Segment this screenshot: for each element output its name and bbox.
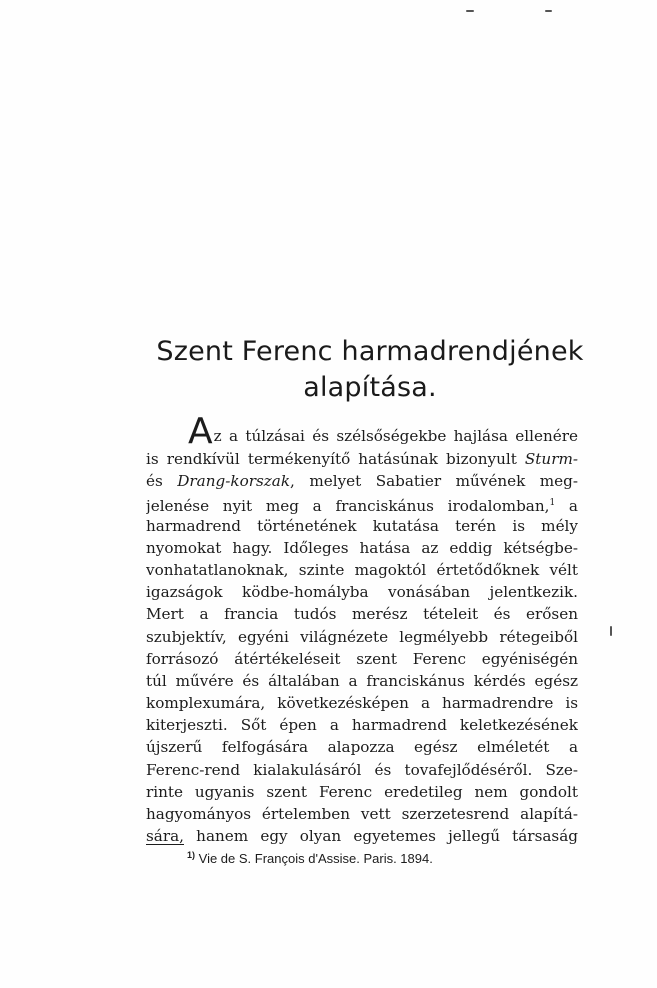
text-line (146, 416, 578, 448)
text-line (146, 470, 578, 492)
body-paragraph (146, 416, 578, 847)
text-line: szubjektív, egyéni világnézete legmélyebb rétegeiből (146, 627, 578, 646)
chapter-title-line-2: alapítása. (303, 372, 437, 403)
text-line: kiterjeszti. Sőt épen a harmadrend keletkezésének (146, 716, 578, 735)
text-line: Mert a francia tudós merész tételeit és erősen (146, 605, 578, 624)
text-line (146, 448, 578, 470)
text-line: vonhatatlanoknak, szinte magoktól értetődőknek vélt (146, 560, 578, 579)
text-fragment: is rendkívül termékenyítő hatásúnak bizonyult (146, 450, 517, 468)
chapter-title-line-1: Szent Ferenc harmadrendjének (156, 336, 584, 367)
footnote-reference: 1 (549, 498, 556, 509)
text-line: rinte ugyanis szent Ferenc eredetileg nem gondolt (146, 782, 578, 801)
text-fragment: hanem egy olyan egyetemes jellegű társaság (184, 827, 578, 846)
text-line: komplexumára, következésképen a harmadrendre is (146, 694, 578, 713)
text-line: hagyományos értelemben vett szerzetesrend alapítá- (146, 805, 578, 823)
text-line (146, 825, 578, 847)
scan-speck (466, 10, 474, 12)
underlined-fragment: sára, (146, 827, 184, 846)
scan-speck (610, 626, 612, 636)
text-fragment: , melyet Sabatier művének meg- (290, 472, 578, 491)
footnote-marker: 1) (187, 850, 196, 860)
italic-term: Drang-korszak (177, 472, 291, 491)
text-line: újszerű felfogására alapozza egész elméletét a (146, 738, 578, 757)
chapter-title (120, 334, 620, 406)
text-line (146, 492, 578, 514)
text-line: Ferenc-rend kialakulásáról és tovafejlődéséről. Sze- (146, 760, 578, 779)
footnote (187, 850, 433, 866)
footnote-text: Vie de S. François d'Assise. Paris. 1894. (198, 851, 433, 866)
drop-cap: A (188, 416, 213, 448)
scan-speck (545, 10, 552, 12)
text-fragment: a (555, 497, 578, 515)
text-line: harmadrend történetének kutatása terén is mély (146, 516, 578, 535)
text-line: igazságok ködbe-homályba vonásában jelentkezik. (146, 583, 578, 602)
italic-term: Sturm- (524, 450, 578, 468)
text-line: túl művére és általában a franciskánus kérdés egész (146, 671, 578, 690)
text-fragment: jelenése nyit meg a franciskánus irodalomban, (146, 497, 550, 515)
text-line: nyomokat hagy. Időleges hatása az eddig kétségbe- (146, 538, 578, 557)
text-fragment: z a túlzásai és szélsőségekbe hajlása ellenére (213, 427, 578, 445)
text-line: forrásozó átértékeléseit szent Ferenc egyéniségén (146, 649, 578, 668)
text-fragment: és (146, 472, 163, 491)
